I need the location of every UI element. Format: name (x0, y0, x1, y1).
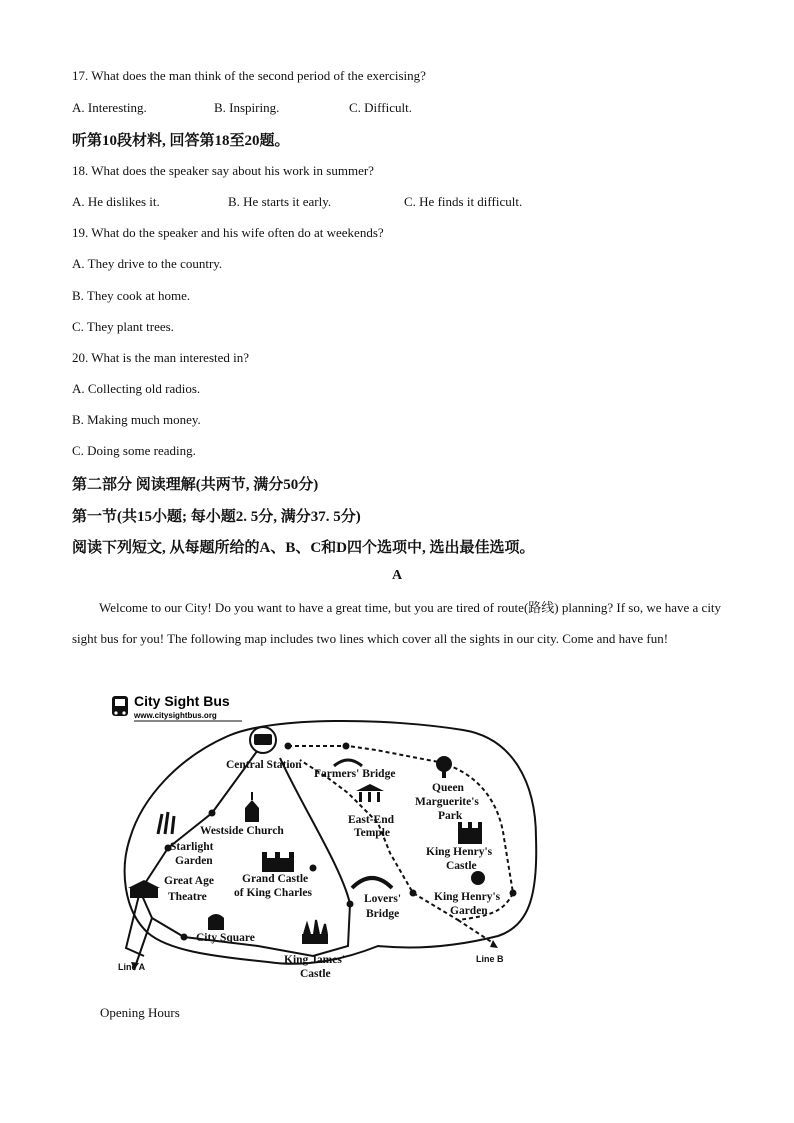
q17-option-a: A. Interesting. (72, 100, 147, 115)
label-james-castle-2: Castle (300, 968, 331, 980)
train-station-icon (250, 727, 276, 753)
q17-option-b: B. Inspiring. (214, 100, 280, 115)
city-sight-bus-map (108, 688, 548, 983)
q20-option-a: A. Collecting old radios. (72, 381, 201, 396)
q20-option-c: C. Doing some reading. (72, 443, 196, 458)
line-b-arrow-icon (490, 940, 498, 948)
label-henry-castle-2: Castle (446, 860, 477, 872)
part2-title: 第二部分 阅读理解(共两节, 满分50分) (72, 477, 319, 493)
label-line-a: Line A (118, 962, 146, 972)
castle-icon (458, 822, 482, 844)
reading-instruction: 阅读下列短文, 从每题所给的A、B、C和D四个选项中, 选出最佳选项。 (72, 540, 535, 556)
label-henry-garden-1: King Henry's (434, 891, 501, 903)
section1-title: 第一节(共15小题; 每小题2. 5分, 满分37. 5分) (72, 509, 361, 525)
q19-question: 19. What do the speaker and his wife often do at weekends? (72, 225, 384, 240)
theatre-icon (128, 880, 160, 898)
label-great-age-2: Theatre (168, 891, 207, 903)
city-square-icon (208, 914, 224, 930)
q19-option-a: A. They drive to the country. (72, 256, 223, 271)
tree-icon (436, 756, 452, 778)
label-starlight-2: Garden (175, 855, 213, 867)
label-lovers-2: Bridge (366, 908, 400, 920)
label-central-station: Central Station (226, 759, 302, 771)
q18-question: 18. What does the speaker say about his work in summer? (72, 163, 374, 178)
label-great-age-1: Great Age (164, 875, 214, 887)
label-henry-castle-1: King Henry's (426, 846, 493, 858)
grand-castle-icon (262, 852, 294, 872)
label-city-square: City Square (196, 932, 255, 944)
passage-text: Welcome to our City! Do you want to have a great time, but you are tired of route(路线) planning? If so, we have a city sight bus for you! The following map includes two lines which cover all the sights in our city. Come and have fun! (72, 600, 722, 646)
label-east-end-2: Temple (354, 827, 390, 839)
label-starlight-1: Starlight (170, 841, 214, 853)
q18-option-a: A. He dislikes it. (72, 194, 160, 209)
king-james-castle-icon (302, 920, 328, 944)
label-james-castle-1: King James' (284, 954, 346, 966)
passage-letter: A (391, 568, 403, 583)
q18-option-c: C. He finds it difficult. (404, 194, 523, 209)
bridge-icon (334, 760, 362, 766)
label-queen-park-2: Marguerite's (415, 796, 479, 808)
label-henry-garden-2: Garden (450, 905, 488, 917)
q17-question: 17. What does the man think of the second period of the exercising? (72, 68, 426, 83)
q20-question: 20. What is the man interested in? (72, 350, 250, 365)
label-east-end-1: East-End (348, 814, 395, 826)
label-queen-park-1: Queen (432, 782, 464, 794)
lovers-bridge-icon (352, 878, 392, 888)
bus-logo-icon (112, 696, 128, 716)
garden-flower-icon (471, 871, 485, 885)
temple-icon (356, 784, 384, 802)
q19-option-c: C. They plant trees. (72, 319, 174, 334)
q20-option-b: B. Making much money. (72, 412, 201, 427)
church-icon (245, 792, 259, 822)
label-lovers-1: Lovers' (364, 893, 402, 905)
label-westside-church: Westside Church (200, 825, 284, 837)
map-url: www.citysightbus.org (134, 711, 217, 720)
label-farmers-bridge: Farmers' Bridge (314, 768, 396, 780)
label-grand-castle-1: Grand Castle (242, 873, 309, 885)
q17-option-c: C. Difficult. (349, 100, 412, 115)
plant-icon (158, 812, 174, 834)
q19-option-b: B. They cook at home. (72, 288, 191, 303)
label-queen-park-3: Park (438, 810, 463, 822)
q18-option-b: B. He starts it early. (228, 194, 332, 209)
opening-hours-heading: Opening Hours (100, 1005, 180, 1020)
label-grand-castle-2: of King Charles (234, 887, 312, 899)
section10-heading: 听第10段材料, 回答第18至20题。 (72, 133, 290, 149)
passage-paragraph (72, 592, 722, 654)
label-line-b: Line B (476, 954, 504, 964)
map-title: City Sight Bus (134, 693, 230, 709)
